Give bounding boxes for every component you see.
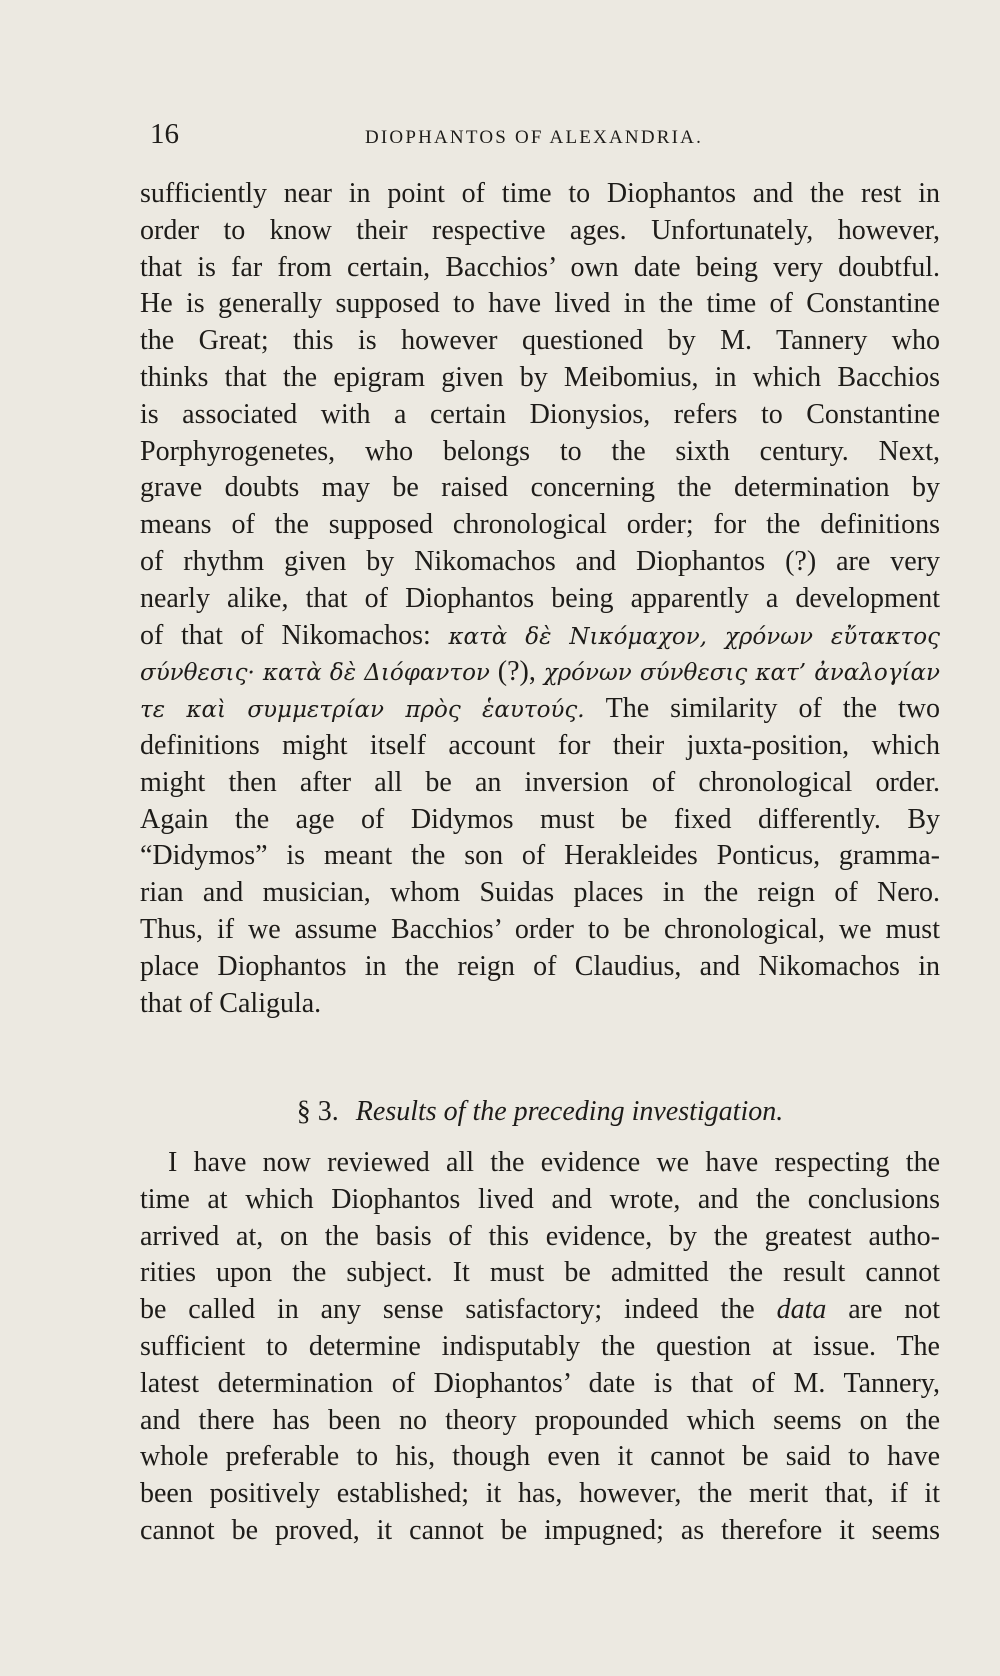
- text-line: place Diophantos in the reign of Claudius, and Nikomachos in: [140, 950, 940, 982]
- greek-quote-line: [140, 618, 940, 655]
- section-heading: [140, 1096, 940, 1128]
- text-span: of that of Nikomachos:: [140, 619, 431, 651]
- greek-quote-line: [140, 654, 940, 691]
- text-line: that of Caligula.: [140, 987, 322, 1019]
- emphasized-word: data: [776, 1294, 827, 1326]
- text-line: Porphyrogenetes, who belongs to the sixth century. Next,: [140, 435, 940, 467]
- text-line: latest determination of Diophantos’ date is that of M. Tannery,: [140, 1367, 940, 1399]
- text-line: of rhythm given by Nikomachos and Diophantos (?) are very: [140, 545, 940, 577]
- text-line-with-emphasis: [140, 1292, 940, 1329]
- query-mark: (?),: [497, 656, 536, 688]
- text-line: and there has been no theory propounded which seems on the: [140, 1404, 940, 1436]
- text-line: cannot be proved, it cannot be impugned; as therefore it seems: [140, 1514, 940, 1546]
- text-line: thinks that the epigram given by Meibomius, in which Bacchios: [140, 361, 940, 393]
- text-line: rian and musician, whom Suidas places in the reign of Nero.: [140, 877, 940, 909]
- text-line: is associated with a certain Dionysios, refers to Constantine: [140, 398, 940, 430]
- section-number: § 3.: [296, 1096, 339, 1127]
- greek-quote-line: [140, 691, 940, 728]
- text-line: sufficient to determine indisputably the question at issue. The: [140, 1330, 940, 1362]
- text-line: been positively established; it has, however, the merit that, if it: [140, 1478, 940, 1510]
- text-line: nearly alike, that of Diophantos being apparently a development: [140, 582, 940, 614]
- text-line: that is far from certain, Bacchios’ own date being very doubtful.: [140, 251, 940, 283]
- text-line: time at which Diophantos lived and wrote, and the conclusions: [140, 1183, 940, 1215]
- text-line: He is generally supposed to have lived in the time of Constantine: [140, 288, 940, 320]
- running-title: DIOPHANTOS OF ALEXANDRIA.: [364, 127, 704, 148]
- greek-text: χρόνων σύνθεσις κατ’ ἀναλογίαν: [543, 660, 941, 687]
- text-line: rities upon the subject. It must be admitted the result cannot: [140, 1257, 940, 1289]
- text-span: be called in any sense satisfactory; indeed the: [140, 1294, 755, 1326]
- text-line: whole preferable to his, though even it cannot be said to have: [140, 1441, 940, 1473]
- greek-text: σύνθεσις· κατὰ δὲ Διόφαντον: [140, 660, 490, 687]
- section-title: Results of the preceding investigation.: [355, 1096, 784, 1127]
- text-line: means of the supposed chronological order; for the definitions: [140, 509, 940, 541]
- text-line: grave doubts may be raised concerning the determination by: [140, 472, 940, 504]
- text-line: I have now reviewed all the evidence we have respecting the: [168, 1147, 940, 1178]
- text-line: Again the age of Didymos must be fixed differently. By: [140, 803, 940, 835]
- text-span: The similarity of the two: [605, 693, 940, 725]
- greek-text: τε καὶ συμμετρίαν πρὸς ἑαυτούς.: [140, 697, 585, 724]
- page-header: [140, 118, 928, 158]
- greek-text: κατὰ δὲ Νικόμαχον, χρόνων εὔτακτος: [448, 623, 940, 650]
- text-line: might then after all be an inversion of chronological order.: [140, 766, 940, 798]
- text-span: are not: [848, 1294, 940, 1326]
- paragraph-2: [140, 1145, 940, 1550]
- text-line: order to know their respective ages. Unfortunately, however,: [140, 214, 940, 246]
- text-line: the Great; this is however questioned by M. Tannery who: [140, 325, 940, 357]
- page-number: 16: [150, 118, 179, 150]
- text-line: Thus, if we assume Bacchios’ order to be chronological, we must: [140, 913, 940, 945]
- text-line: sufficiently near in point of time to Diophantos and the rest in: [140, 178, 940, 209]
- text-line: arrived at, on the basis of this evidence, by the greatest autho-: [140, 1220, 940, 1252]
- text-line: “Didymos” is meant the son of Herakleides Ponticus, gramma-: [140, 840, 940, 872]
- text-line: definitions might itself account for their juxta-position, which: [140, 729, 940, 761]
- paragraph-1: [140, 176, 940, 1022]
